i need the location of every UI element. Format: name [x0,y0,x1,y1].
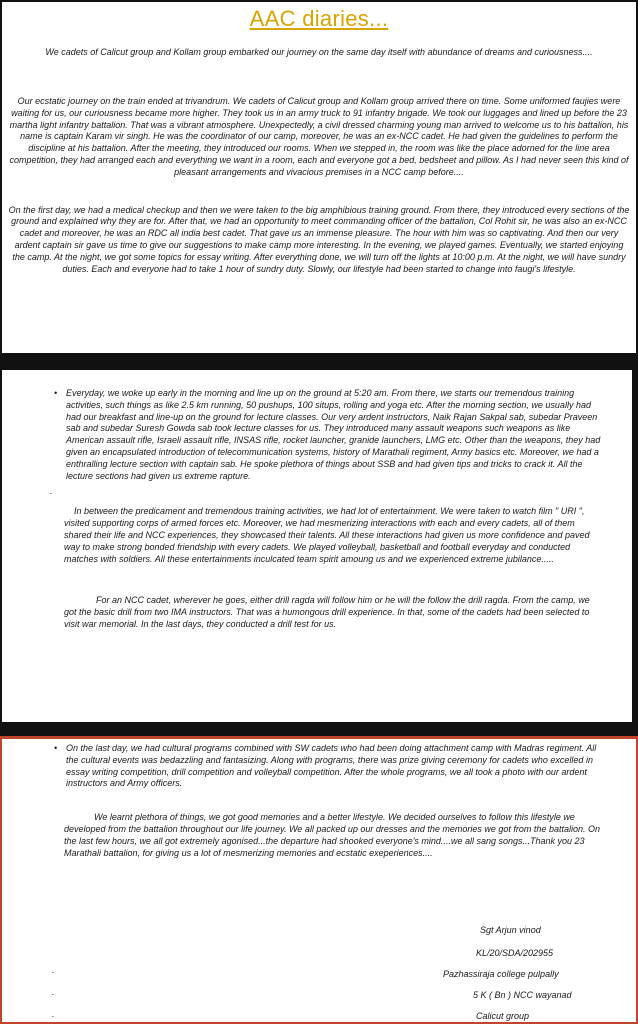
page-title: AAC diaries... [249,6,389,31]
dot-mark: . [52,965,55,975]
intro-paragraph: We cadets of Calicut group and Kollam group embarked our journey on the same day itself with abundance of dreams and curiousness.... [45,47,593,57]
page-section-3 [0,736,638,1024]
signature-unit: 5 K ( Bn ) NCC wayanad [473,990,572,1000]
page-section-1 [0,0,638,356]
dot-mark: . [52,1009,55,1019]
paragraph-drill: For an NCC cadet, wherever he goes, either drill ragda will follow him or he will the follow the drill ragda. From the camp, we got the basic drill from two IMA instructors. That was a humongous drill experience. In that, some of the cadets had been selected to visit war memorial. In the last days, they conducted a drill test for us. [64,595,590,629]
bullet-icon: • [54,743,58,753]
bullet-text: On the last day, we had cultural programs combined with SW cadets who had been doing attachment camp with Madras regiment. All the cultural events was bedazzling and fantasizing. Along with programs, there was prize giving ceremony for cadets who excelled in essay writing competition, drill competition and volleyball competition. After the whole programs, we all took a photo with our ardent instructors and Army officers. [66,743,597,789]
paragraph-arrival: Our ecstatic journey on the train ended at trivandrum. We cadets of Calicut group and Kollam group arrived there on time. Some uniformed faujies were waiting for us, our curiousness became more higher. They took us in an army truck to 91 infantry brigade. We took our luggages and lined up before the 23 martha light infantry battalion. That was a vibrant atmosphere. Unexpectedly, a civil dressed charming young man arrived to welcome us to his battalion, his name is captain Karam vir singh. He was the coordinator of our camp, moreover, he was an ex-NCC cadet. He had given the guidelines to perform the discipline at his battalion. After the meeting, they introduced our rooms. When we stepped in, the room was like the place adorned for the line area competition, they had arranged each and everything we want in a room, each and everyone got a bed, bedsheet and pillow. As I had never seen this kind of pleasant arrangements and vivacious premises in a NCC camp before.... [9,96,629,177]
page-separator [0,722,638,736]
bullet-text: Everyday, we woke up early in the morning and line up on the ground at 5:20 am. From there, we starts our tremendous training activities, such things as like 2.5 km running, 50 pushups, 100 situps, rolling and yoga etc. After the morning section, we usually had had our breakfast and line-up on the ground for lecture classes. Our very ardent instructors, Naik Rajan Sakpal sab, subedar Praveen sab and subedar Suresh Gowda sab took lecture classes for us. They introduced many assault weapons such weapons as like American assault rifle, Israeli assault rifle, INSAS rifle, rocket launcher, granide launchers, LMG etc. Other than the weapons, they had given an encapsulated introduction of telecommunication systems, history of Marathali regiment, Army basics etc. Moreover, we had a enthralling lecture section with captain sab. He spoke plethora of things about SSB and had given tips and tricks to crack it. All the lecture sections had given us extreme rapture. [66,388,601,481]
signature-reg-no: KL/20/SDA/202955 [476,948,554,958]
page-separator [0,356,638,370]
bullet-icon: • [54,388,58,398]
paragraph-conclusion: We learnt plethora of things, we got good memories and a better lifestyle. We decided ourselves to follow this lifestyle we developed from the battalion throughout our life journey. We all packed up our dresses and the memories we got from the battalion. On the last few hours, we all got extremely agonised...the departure had shooked everyone's mind....we all sang songs...Thank you 23 Marathali battalion, for giving us a lot of mesmerizing memories and ecstatic exeperiences.... [64,812,600,858]
dot-mark: . [50,486,53,497]
paragraph-entertainment: In between the predicament and tremendous training activities, we had lot of entertainment. We were taken to watch film " URI ", visited supporting corps of armed forces etc. Moreover, we had mesmerizing interactions with each and every cadets, all of them shared their life and NCC experiences, they showcased their talents. All these interactions had given us more confidence and paved way to make strong bonded friendship with every cadets. We played volleyball, basketball and football everyday and conducted matches with soldiers. All these entertainments inculcated team spirit amoung us and we experienced extreme jubilance..... [64,506,590,564]
page-section-2 [0,370,638,722]
signature-college: Pazhassiraja college pulpally [443,969,559,979]
signature-group: Calicut group [476,1011,530,1021]
paragraph-first-day: On the first day, we had a medical checkup and then we were taken to the big amphibious training ground. From there, they introduced every sections of the ground and explained why they are for. After that, we had an opportunity to meet commanding officer of the battalion, Col Rohit sir, he was also an ex-NCC cadet and moreover, he was an RDC all india best cadet. That gave us an immense pleasure. The hour with him was so captivating. And then our very ardent captain sir gave us time to give our suggestions to make camp more interesting. In the evening, we played games. Eventually, we started enjoying the camp. At the night, we got some topics for essay writing. After everything done, we will turn off the lights at 10:00 p.m. At the night, we will have sundry duties. Each and everyone had to take 1 hour of sundry duty. Slowly, our lifestyle had been started to change into faugi's lifestyle. [8,204,630,274]
bullet-item-last-day [54,743,610,790]
bullet-item-daily-routine [54,388,606,482]
dot-mark: . [52,987,55,997]
signature-name: Sgt Arjun vinod [480,925,541,935]
